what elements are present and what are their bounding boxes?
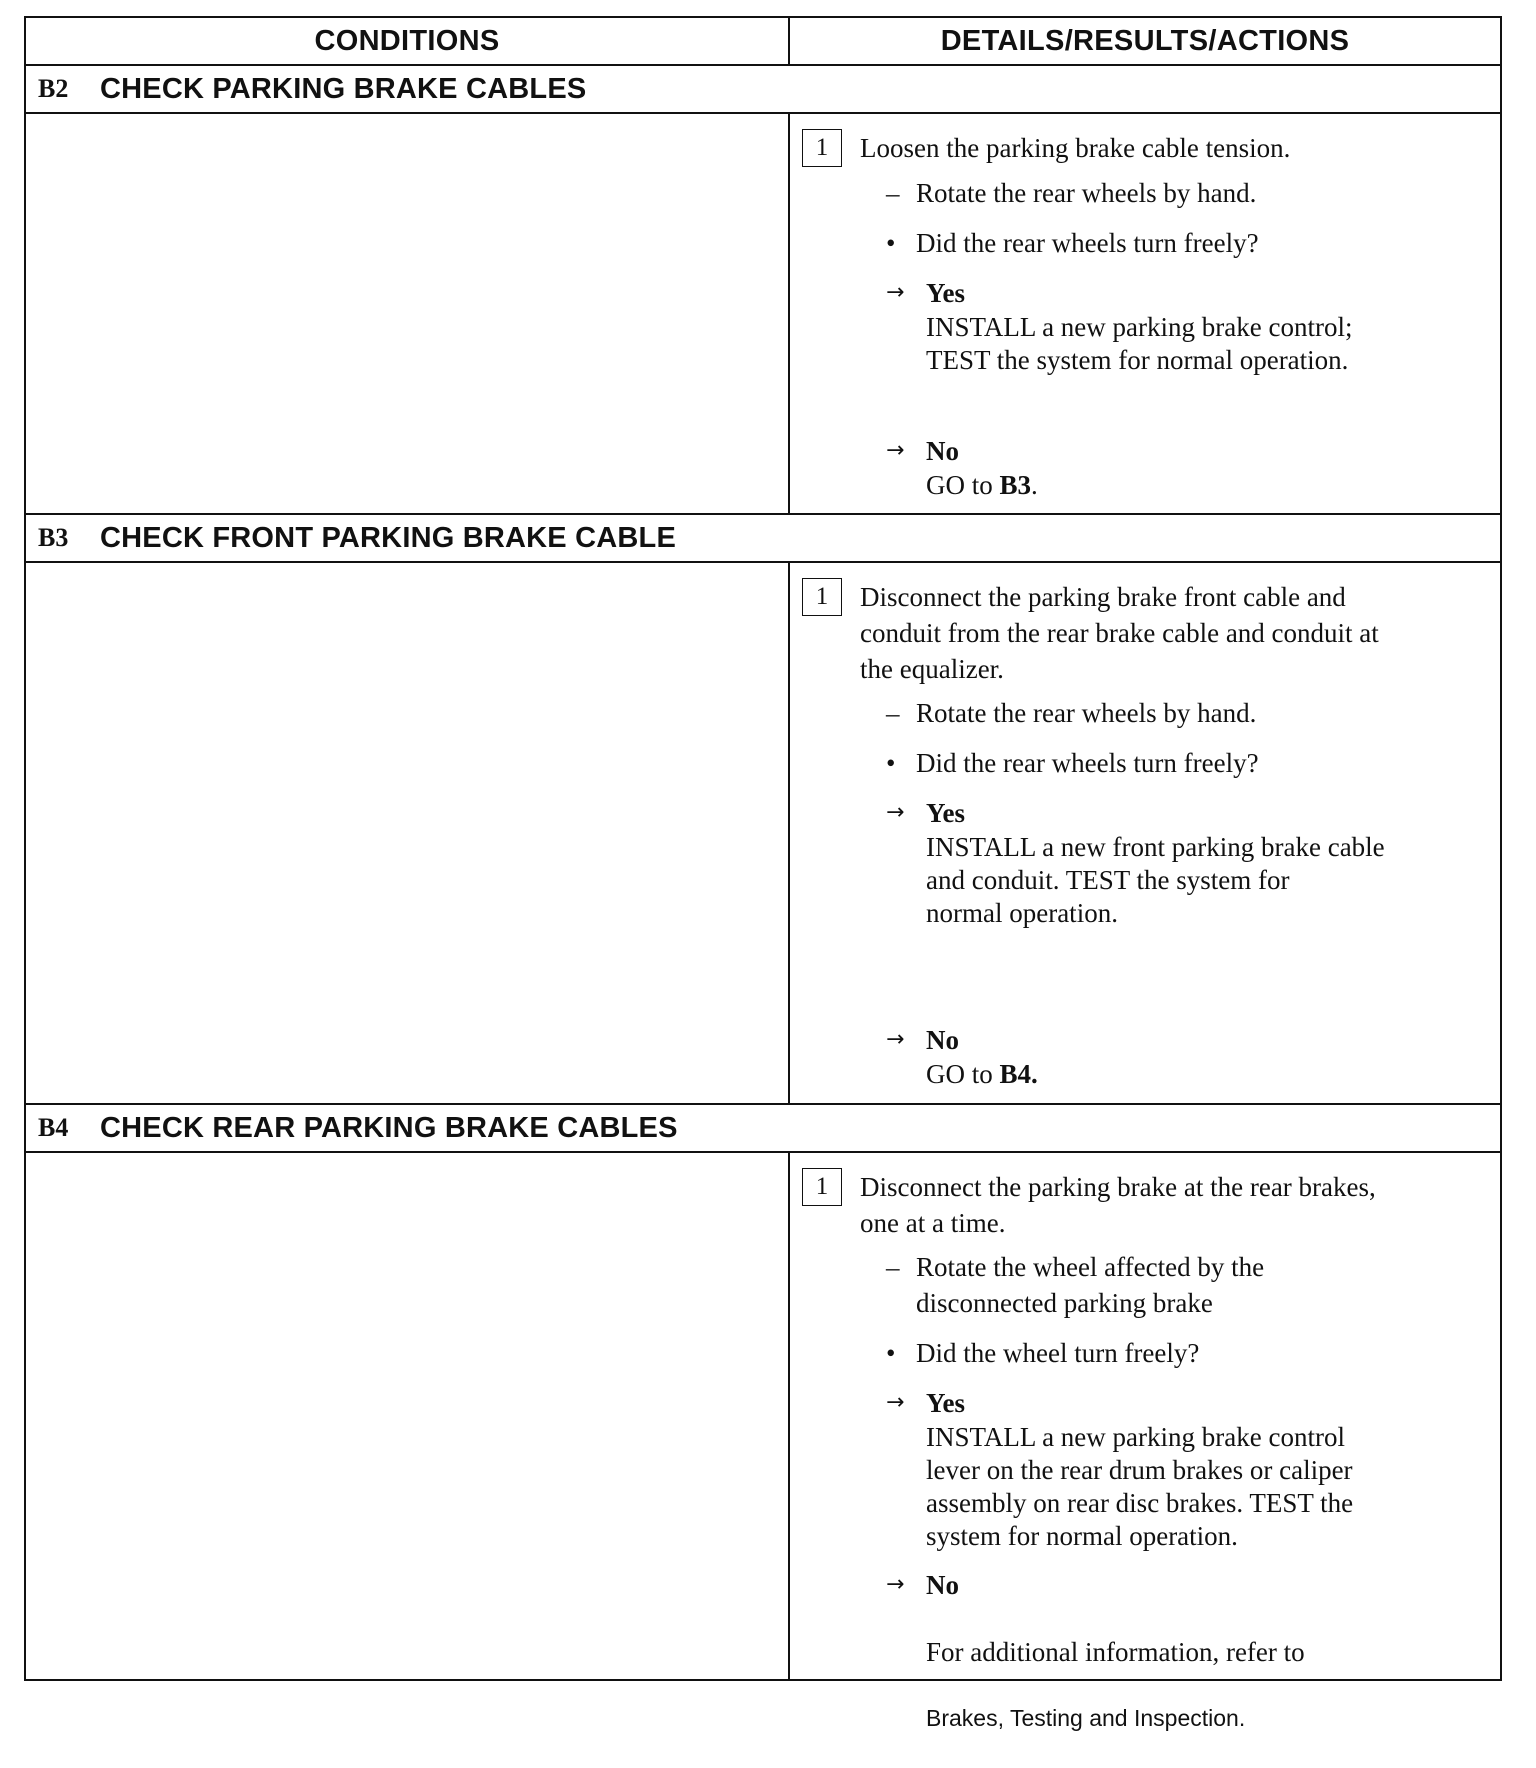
answer-action: INSTALL a new front parking brake cable and conduit. TEST the system for normal operation. bbox=[926, 832, 1385, 928]
answer-label: No bbox=[926, 1570, 959, 1600]
section-body-b3 bbox=[26, 563, 1500, 1105]
dash-item bbox=[886, 695, 1486, 731]
conditions-cell bbox=[26, 1153, 790, 1681]
dash-text: Rotate the rear wheels by hand. bbox=[916, 178, 1257, 208]
bullet-mark: • bbox=[886, 1338, 896, 1368]
dash-text: Rotate the rear wheels by hand. bbox=[916, 698, 1257, 728]
dash-mark: – bbox=[886, 178, 900, 208]
conditions-cell bbox=[26, 114, 790, 513]
step-text: Disconnect the parking brake at the rear brakes, one at a time. bbox=[860, 1172, 1376, 1238]
answer-yes bbox=[886, 795, 1486, 930]
arrow-icon: → bbox=[886, 280, 905, 305]
dash-mark: – bbox=[886, 698, 900, 728]
action-step-ref: B4. bbox=[999, 1059, 1038, 1089]
answer-label: Yes bbox=[926, 278, 965, 308]
step-number-box: 1 bbox=[802, 578, 842, 616]
bullet-mark: • bbox=[886, 228, 896, 258]
answer-no bbox=[886, 1567, 1486, 1768]
conditions-cell bbox=[26, 563, 790, 1103]
action-line: For additional information, refer to bbox=[926, 1637, 1305, 1667]
section-body-b2 bbox=[26, 114, 1500, 515]
header-details: DETAILS/RESULTS/ACTIONS bbox=[940, 24, 1350, 57]
answer-action: INSTALL a new parking brake control; TEST the system for normal operation. bbox=[926, 312, 1353, 375]
answer-label: No bbox=[926, 436, 959, 466]
dash-item bbox=[886, 1249, 1486, 1321]
dash-item bbox=[886, 175, 1486, 211]
question-item bbox=[886, 1335, 1486, 1371]
action-prefix: GO to bbox=[926, 1059, 1000, 1089]
question-text: Did the wheel turn freely? bbox=[916, 1338, 1200, 1368]
question-item bbox=[886, 745, 1486, 781]
step-number-box: 1 bbox=[802, 1168, 842, 1206]
section-title-b2 bbox=[26, 66, 1500, 114]
details-cell bbox=[790, 114, 1500, 513]
table-header bbox=[26, 18, 1500, 66]
arrow-icon: → bbox=[886, 1390, 905, 1415]
header-conditions: CONDITIONS bbox=[26, 18, 790, 64]
section-name: CHECK FRONT PARKING BRAKE CABLE bbox=[100, 521, 676, 554]
bullet-mark: • bbox=[886, 748, 896, 778]
dash-mark: – bbox=[886, 1252, 900, 1282]
answer-label: Yes bbox=[926, 798, 965, 828]
answer-yes bbox=[886, 275, 1486, 377]
answer-action: INSTALL a new parking brake control lever on the rear drum brakes or caliper assembly on rear disc brakes. TEST the system for normal operation. bbox=[926, 1422, 1354, 1551]
question-text: Did the rear wheels turn freely? bbox=[916, 228, 1259, 258]
step-text: Loosen the parking brake cable tension. bbox=[860, 133, 1291, 163]
question-item bbox=[886, 225, 1486, 261]
details-cell bbox=[790, 563, 1500, 1103]
answer-label: Yes bbox=[926, 1388, 965, 1418]
section-id: B3 bbox=[38, 523, 69, 552]
dash-text: Rotate the wheel affected by the disconnected parking brake bbox=[916, 1252, 1265, 1318]
diagnostic-table bbox=[24, 16, 1502, 1731]
action-reference: Brakes, Testing and Inspection. bbox=[926, 1705, 1246, 1731]
arrow-icon: → bbox=[886, 800, 905, 825]
section-title-b4 bbox=[26, 1105, 1500, 1153]
step-number-box: 1 bbox=[802, 129, 842, 167]
action-prefix: GO to bbox=[926, 470, 1000, 500]
section-name: CHECK REAR PARKING BRAKE CABLES bbox=[100, 1111, 678, 1144]
action-step-ref: B3 bbox=[999, 470, 1032, 500]
answer-action bbox=[926, 469, 1486, 502]
section-title-b3 bbox=[26, 515, 1500, 563]
section-body-b4 bbox=[26, 1153, 1500, 1731]
answer-action bbox=[926, 1603, 1486, 1768]
answer-no bbox=[886, 1022, 1486, 1091]
step-text: Disconnect the parking brake front cable and conduit from the rear brake cable and conduit at the equalizer. bbox=[860, 582, 1379, 684]
answer-yes bbox=[886, 1385, 1486, 1553]
answer-label: No bbox=[926, 1025, 959, 1055]
step bbox=[802, 130, 1486, 167]
question-text: Did the rear wheels turn freely? bbox=[916, 748, 1259, 778]
section-id: B4 bbox=[38, 1113, 69, 1142]
section-id: B2 bbox=[38, 74, 69, 103]
arrow-icon: → bbox=[886, 438, 905, 463]
action-suffix: . bbox=[1031, 470, 1038, 500]
section-name: CHECK PARKING BRAKE CABLES bbox=[100, 72, 587, 105]
arrow-icon: → bbox=[886, 1027, 905, 1052]
step bbox=[802, 579, 1486, 687]
step bbox=[802, 1169, 1486, 1241]
arrow-icon: → bbox=[886, 1572, 905, 1597]
answer-action bbox=[926, 1058, 1486, 1091]
details-cell bbox=[790, 1153, 1500, 1731]
answer-no bbox=[886, 433, 1486, 502]
